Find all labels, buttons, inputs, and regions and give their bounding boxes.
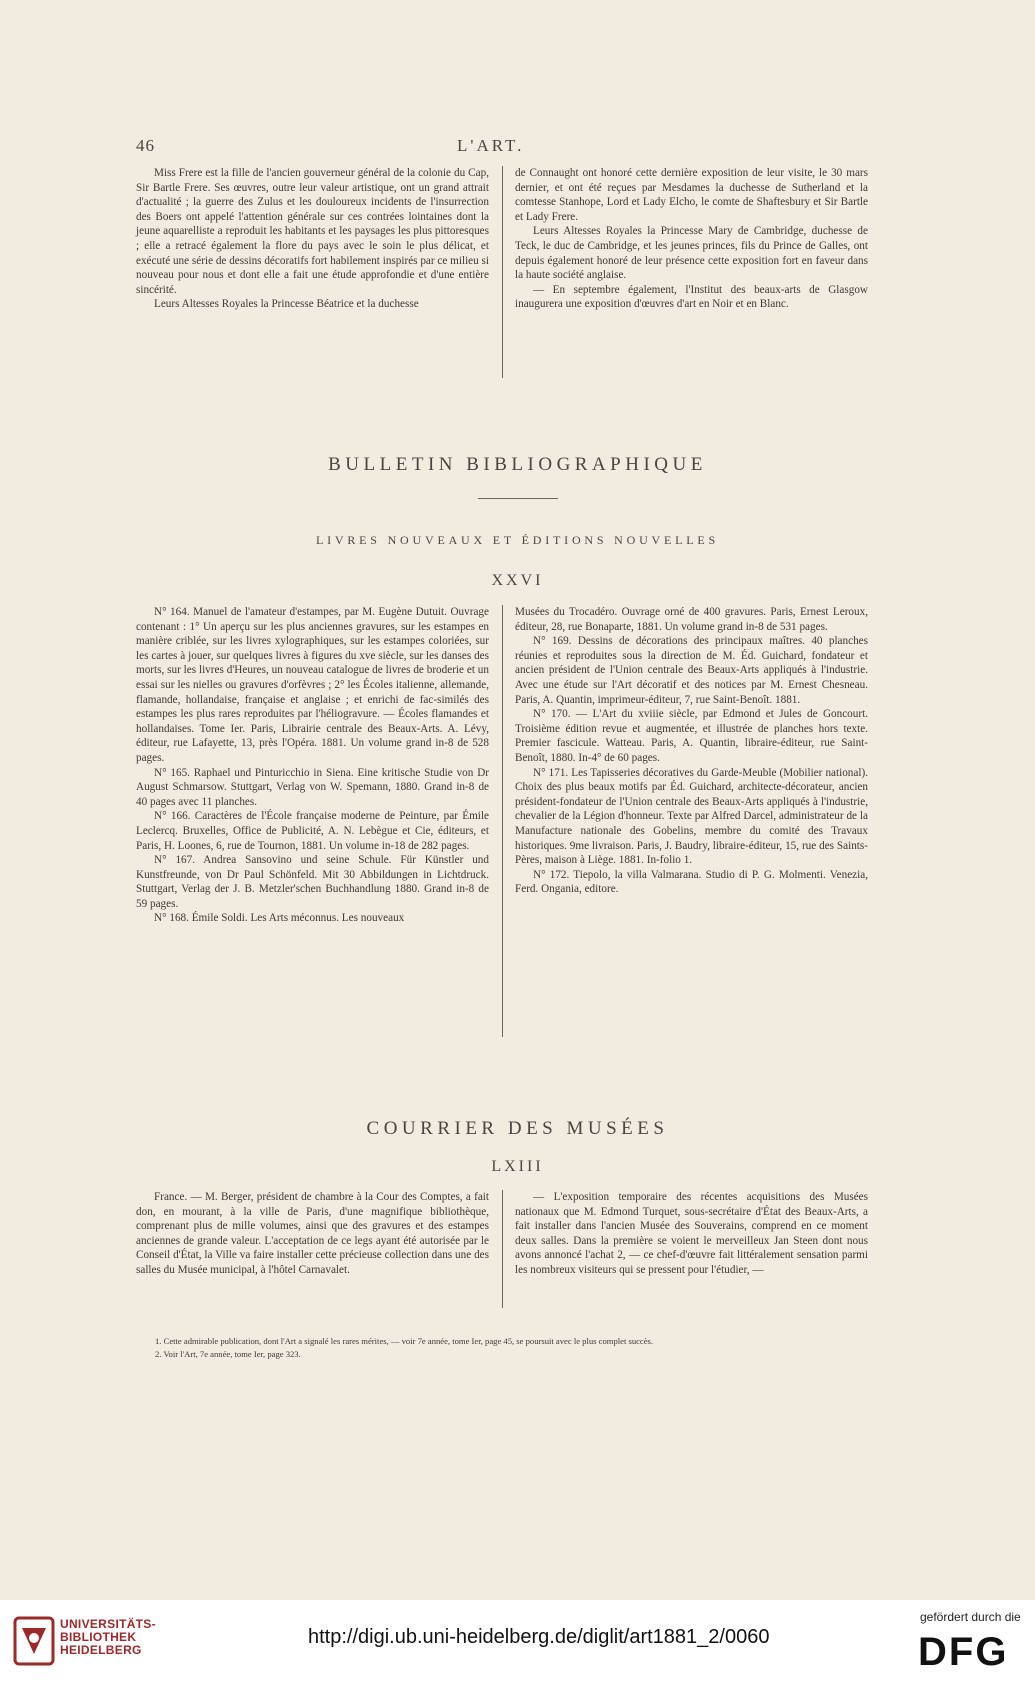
paragraph: France. — M. Berger, président de chambre à la Cour des Comptes, a fait don, en mourant, à la ville de Paris, d'une magnifique bibliothèque, comprenant plus de mille volumes, ainsi que des gravures et des estampes anciennes de grande valeur. L'acceptation de ce legs ayant été autorisée par le Conseil d'État, la Ville va faire installer cette précieuse collection dans une des salles du Musée municipal, à l'hôtel Carnavalet. — [136, 1191, 489, 1276]
paragraph: N° 169. Dessins de décorations des principaux maîtres. 40 planches réunies et reproduites sous la direction de M. Éd. Guichard, fondateur et ancien président de l'Union centrale des Beaux-Arts appliqués à l'industrie. Avec une étude sur l'Art décoratif et des notices par M. Ernest Chesneau. Paris, A. Quantin, imprimeur-éditeur, 7, rue Saint-Benoît. 1881. — [515, 635, 868, 706]
paragraph: N° 165. Raphael und Pinturicchio in Siena. Eine kritische Studie von Dr August Schmarsow. Stuttgart, Verlag von W. Spemann, 1880. Grand in-8 de 40 pages avec 11 planches. — [136, 766, 489, 808]
bulletin-right-column — [515, 605, 868, 897]
library-name-line: HEIDELBERG — [60, 1643, 142, 1657]
paragraph: N° 164. Manuel de l'amateur d'estampes, par M. Eugène Dutuit. Ouvrage contenant : 1° Un aperçu sur les plus anciennes gravures, sur les estampes en manière criblée, sur les livres xylographiques, sur les estampes coloriées, sur les cartes à jouer, sur quelques livres à figures du xve siècle, sur les danses des morts, sur les livres d'Heures, un nouveau catalogue de livres de broderie et un essai sur les nielles ou gravures d'orfèvres ; 2° les Écoles italienne, allemande, flamande, hollandaise, française et anglaise ; et enrichi de fac-similés des estampes les plus rares reproduites par l'héliogravure. — Écoles flamandes et hollandaises. Tome Ier. Paris, Librairie centrale des Beaux-Arts. A. Lévy, éditeur, rue Lafayette, 13, près l'Opéra. 1881. Un volume grand in-8 de 528 pages. — [136, 606, 489, 764]
university-seal-icon — [12, 1614, 56, 1668]
journal-title: L'ART. — [457, 136, 525, 155]
paragraph: Musées du Trocadéro. Ouvrage orné de 400 gravures. Paris, Ernest Leroux, éditeur, 28, rue Bonaparte, 1881. Un volume grand in-8 de 531 pages. — [515, 606, 868, 633]
library-name-line: UNIVERSITÄTS- — [60, 1617, 156, 1631]
courrier-right-column — [515, 1190, 868, 1278]
digitization-footer — [0, 1600, 1035, 1684]
page-number: 46 — [136, 136, 155, 155]
paragraph: N° 167. Andrea Sansovino und seine Schule. Für Künstler und Kunstfreunde, von Dr Paul Schönfeld. Mit 30 Abbildungen in Lichtdruck. Stuttgart, Verlag der J. B. Metzler'schen Buchhandlung 1880. Grand in-8 de 59 pages. — [136, 854, 489, 910]
paragraph: Leurs Altesses Royales la Princesse Mary de Cambridge, duchesse de Teck, le duc de Cambridge, et les jeunes princes, fils du Prince de Galles, ont depuis également honoré de leur présence cette exposition fort en faveur dans la haute société anglaise. — [515, 225, 868, 282]
footnote-1: 1. Cette admirable publication, dont l'Art a signalé les rares mérites, — voir 7e année, tome Ier, page 45, se poursuit avec le plus complet succès. — [155, 1336, 654, 1346]
paragraph: N° 168. Émile Soldi. Les Arts méconnus. Les nouveaux — [154, 912, 405, 925]
courrier-title: COURRIER DES MUSÉES — [366, 1118, 669, 1139]
paragraph: N° 172. Tiepolo, la villa Valmarana. Studio di P. G. Molmenti. Venezia, Ferd. Ongania, editore. — [515, 868, 868, 896]
library-name[interactable] — [60, 1618, 156, 1657]
top-right-column — [515, 166, 868, 312]
funder-caption: gefördert durch die — [920, 1610, 1021, 1624]
title-rule — [478, 498, 558, 499]
courrier-number: LXIII — [491, 1158, 544, 1175]
library-name-line: BIBLIOTHEK — [60, 1630, 137, 1644]
permalink-url[interactable]: http://digi.ub.uni-heidelberg.de/diglit/art1881_2/0060 — [308, 1626, 770, 1648]
column-divider — [502, 1190, 503, 1308]
bulletin-title: BULLETIN BIBLIOGRAPHIQUE — [328, 454, 707, 475]
bulletin-number: XXVI — [491, 572, 544, 589]
dfg-logo[interactable]: DFG — [918, 1630, 1009, 1674]
footnote-2: 2. Voir l'Art, 7e année, tome Ier, page 323. — [155, 1349, 301, 1359]
paragraph: — En septembre également, l'Institut des beaux-arts de Glasgow inaugurera une exposition d'œuvres d'art en Noir et en Blanc. — [515, 283, 868, 311]
column-divider — [502, 605, 503, 1037]
paragraph: — L'exposition temporaire des récentes acquisitions des Musées nationaux que M. Edmond Turquet, sous-secrétaire d'État des Beaux-Arts, a fait installer dans l'ancien Musée des Souverains, comprend en ce moment deux salles. Dans la première se voient le merveilleux Jan Steen dont nous avons annoncé l'achat 2, — ce chef-d'œuvre fait littéralement sensation parmi les nombreux visiteurs qui se pressent pour l'étudier, — — [515, 1191, 868, 1276]
bulletin-left-column — [136, 605, 489, 926]
column-divider — [502, 166, 503, 378]
courrier-left-column — [136, 1190, 489, 1278]
paragraph: Leurs Altesses Royales la Princesse Béatrice et la duchesse — [154, 298, 419, 311]
top-left-column — [136, 166, 489, 312]
paragraph: de Connaught ont honoré cette dernière exposition de leur visite, le 30 mars dernier, et ont été reçues par Mesdames la duchesse de Sutherland et la comtesse Stanhope, Lord et Lady Elcho, le comte de Shaftesbury et Sir Bartle et Lady Frere. — [515, 167, 868, 223]
paragraph: N° 166. Caractères de l'École française moderne de Peinture, par Émile Leclercq. Bruxelles, Office de Publicité, A. N. Lebègue et Cie, éditeurs, et Paris, H. Loones, 6, rue de Tournon, 1881. Un volume in-18 de 282 pages. — [136, 810, 489, 852]
bulletin-subtitle: LIVRES NOUVEAUX ET ÉDITIONS NOUVELLES — [315, 533, 720, 547]
paragraph: N° 170. — L'Art du xviiie siècle, par Edmond et Jules de Goncourt. Troisième édition revue et augmentée, et illustrée de planches hors texte. Premier fascicule. Watteau. Paris, A. Quantin, libraire-éditeur, rue Saint-Benoît, 1880. In-4° de 60 pages. — [515, 708, 868, 764]
paragraph: Miss Frere est la fille de l'ancien gouverneur général de la colonie du Cap, Sir Bartle Frere. Ses œuvres, outre leur valeur artistique, ont un grand attrait d'actualité ; la guerre des Zulus et les douloureux incidents de l'insurrection des Boers ont appelé l'attention générale sur ces contrées lointaines dont la jeune aquarelliste a reproduit les habitants et les paysages les plus pittoresques ; elle a retracé également la flore du pays avec le soin le plus délicat, et exécuté une série de dessins décoratifs fort habilement inspirés par ce milieu si nouveau pour nous et dont elle a fait une étude approfondie et d'une entière sincérité. — [136, 167, 489, 296]
paragraph: N° 171. Les Tapisseries décoratives du Garde-Meuble (Mobilier national). Choix des plus beaux motifs par Éd. Guichard, architecte-décorateur, ancien président-fondateur de l'Union centrale des Beaux-Arts appliqués à l'industrie, chevalier de la Légion d'honneur. Texte par Alfred Darcel, administrateur de la Manufacture nationale des Gobelins, membre du comité des Travaux historiques. 9me livraison. Paris, J. Baudry, libraire-éditeur, 15, rue des Saints-Pères, maison à Liège. 1881. In-folio 1. — [515, 766, 868, 867]
